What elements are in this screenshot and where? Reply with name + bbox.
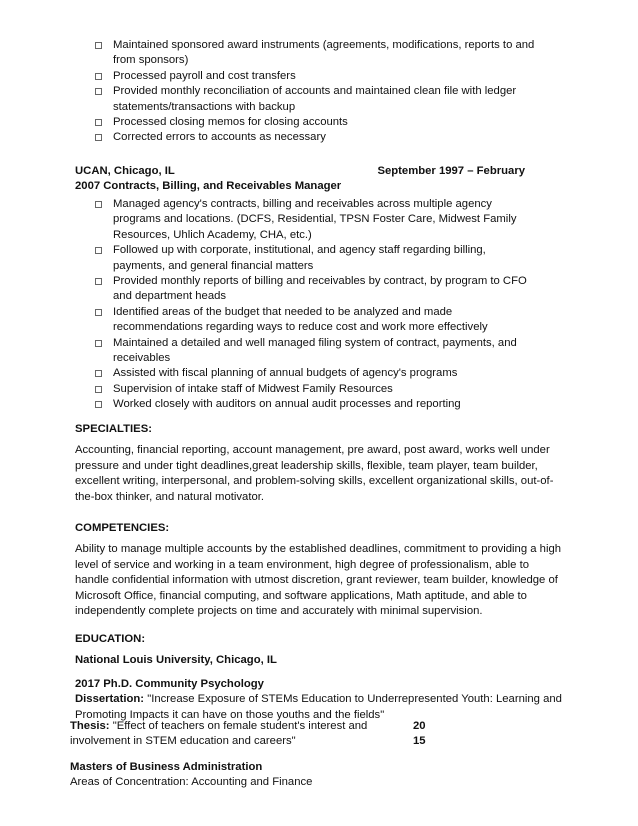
checkbox-bullet-icon xyxy=(95,42,102,49)
dissertation-text: "Increase Exposure of STEMs Education to Underrepresented Youth: Learning and Promoting Impacts it can have on those youths and the fields" xyxy=(75,693,562,721)
list-item: Supervision of intake staff of Midwest Family Resources xyxy=(95,382,535,397)
ucan-job-duties-list xyxy=(95,197,535,413)
education-heading: EDUCATION: xyxy=(75,633,146,645)
prior-job-duties-list xyxy=(95,38,535,146)
checkbox-bullet-icon xyxy=(95,401,102,408)
thesis-year: 20 15 xyxy=(413,720,426,748)
list-item: Assisted with fiscal planning of annual budgets of agency's programs xyxy=(95,366,535,381)
thesis-entry xyxy=(70,719,430,750)
specialties-heading: SPECIALTIES: xyxy=(75,423,152,435)
list-item: Worked closely with auditors on annual audit processes and reporting xyxy=(95,397,535,412)
checkbox-bullet-icon xyxy=(95,134,102,141)
list-item: Maintained sponsored award instruments (agreements, modifications, reports to and from sponsors) xyxy=(95,38,535,69)
mba-concentration: Areas of Concentration: Accounting and Finance xyxy=(70,776,313,789)
list-item: Processed payroll and cost transfers xyxy=(95,69,535,84)
checkbox-bullet-icon xyxy=(95,73,102,80)
checkbox-bullet-icon xyxy=(95,247,102,254)
job-organization: UCAN, Chicago, IL xyxy=(75,165,175,177)
checkbox-bullet-icon xyxy=(95,278,102,285)
mba-title: Masters of Business Administration xyxy=(70,761,263,773)
checkbox-bullet-icon xyxy=(95,370,102,377)
competencies-heading: COMPETENCIES: xyxy=(75,522,170,534)
phd-degree: 2017 Ph.D. Community Psychology xyxy=(75,677,264,690)
specialties-section xyxy=(75,422,565,505)
job-header xyxy=(75,164,525,195)
checkbox-bullet-icon xyxy=(95,340,102,347)
checkbox-bullet-icon xyxy=(95,119,102,126)
list-item: Corrected errors to accounts as necessary xyxy=(95,130,535,145)
list-item: Processed closing memos for closing accounts xyxy=(95,115,535,130)
dissertation-label: Dissertation: xyxy=(75,693,145,706)
list-item: Identified areas of the budget that needed to be analyzed and made recommendations regarding ways to reduce cost and work more effectively xyxy=(95,305,535,336)
job-title: 2007 Contracts, Billing, and Receivables Manager xyxy=(75,180,342,193)
list-item: Followed up with corporate, institutional, and agency staff regarding billing, payments, and general financial matters xyxy=(95,243,535,274)
competencies-text: Ability to manage multiple accounts by the established deadlines, commitment to providing a high level of service and working in a team environment, high degree of professionalism, able to handle confidential information with utmost discretion, grant reviewer, team builder, knowledge of Microsoft Office, financial computing, and software applications, Math aptitude, and able to independently complete projects on time and accurately with minimal supervision. xyxy=(75,543,562,618)
specialties-text: Accounting, financial reporting, account management, pre award, post award, works well under pressure and under tight deadlines,great leadership skills, flexible, team player, team builder, excellent writing, interpersonal, and problem-solving skills, excellent organizational skills, out-of-the-box thinker, and natural motivator. xyxy=(75,444,554,503)
job-dates: September 1997 – February xyxy=(377,165,525,177)
checkbox-bullet-icon xyxy=(95,88,102,95)
thesis-text: "Effect of teachers on female student's interest and involvement in STEM education and careers" xyxy=(70,720,368,748)
list-item: Managed agency's contracts, billing and receivables across multiple agency programs and locations. (DCFS, Residential, TPSN Foster Care, Midwest Family Resources, Uhlich Academy, CHA, etc.) xyxy=(95,197,535,243)
mba-entry xyxy=(70,760,312,791)
checkbox-bullet-icon xyxy=(95,386,102,393)
education-section xyxy=(75,632,565,723)
list-item: Provided monthly reports of billing and receivables by contract, by program to CFO and department heads xyxy=(95,274,535,305)
list-item: Maintained a detailed and well managed filing system of contract, payments, and receivables xyxy=(95,336,535,367)
school-name: National Louis University, Chicago, IL xyxy=(75,654,277,667)
checkbox-bullet-icon xyxy=(95,201,102,208)
list-item: Provided monthly reconciliation of accounts and maintained clean file with ledger statements/transactions with backup xyxy=(95,84,535,115)
competencies-section xyxy=(75,521,565,619)
checkbox-bullet-icon xyxy=(95,309,102,316)
thesis-label: Thesis: xyxy=(70,720,110,732)
